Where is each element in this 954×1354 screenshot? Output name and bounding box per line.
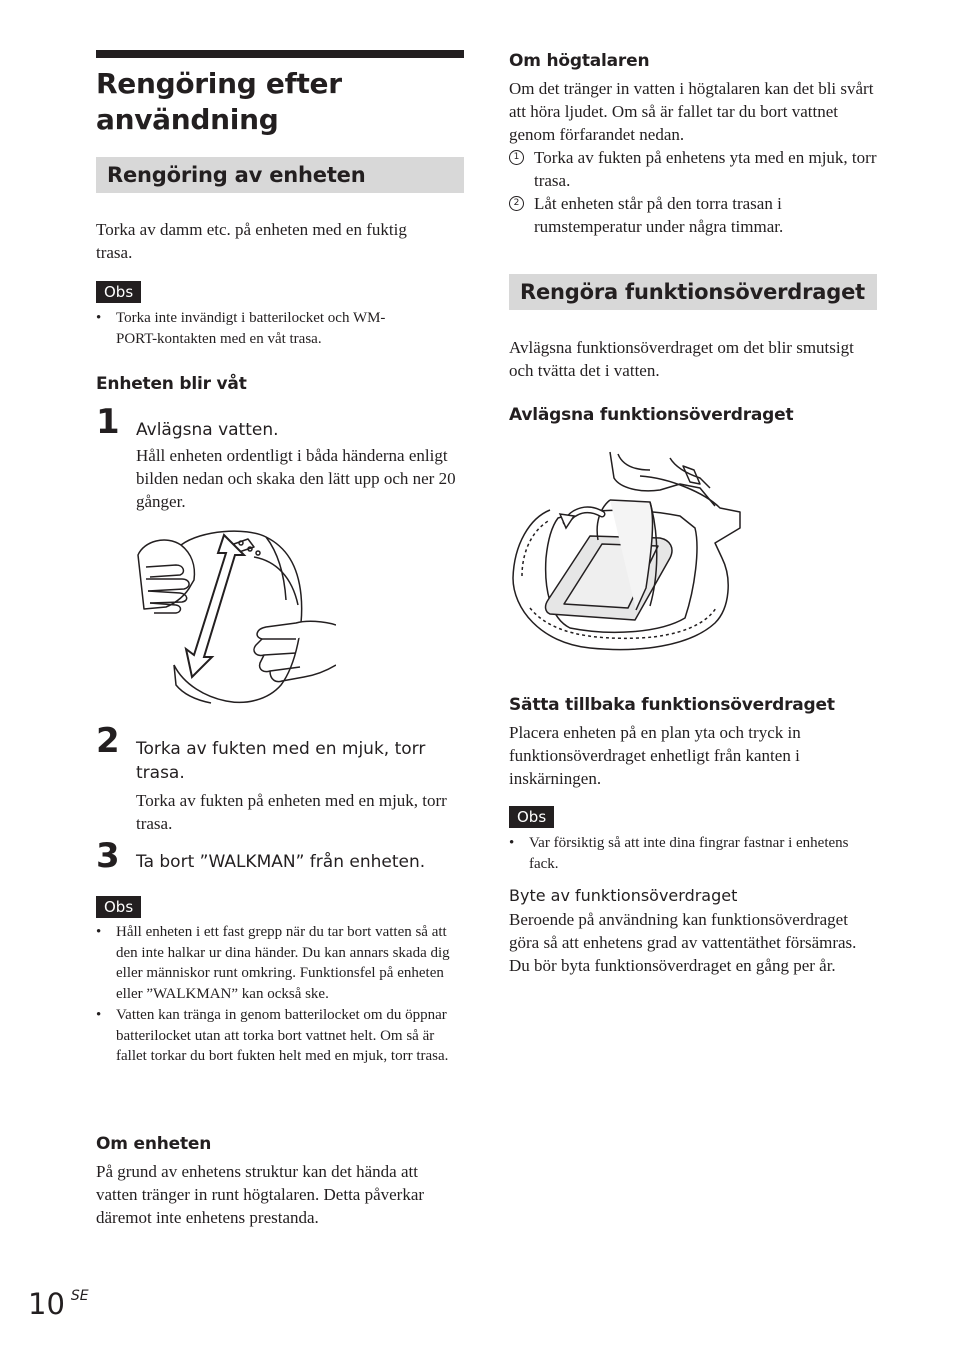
remove-cover-illustration (510, 448, 742, 656)
about-unit-heading: Om enheten (96, 1134, 212, 1154)
about-unit-body: På grund av enhetens struktur kan det hända att vatten tränger in runt högtalaren. Detta påverkar däremot inte enhetens prestanda. (96, 1162, 425, 1227)
change-cover-body: Beroende på användning kan funktionsöverdraget göra så att enhetens grad av vattentäthet försämras. Du bör byta funktionsöverdraget en gång per år. (509, 910, 857, 975)
step-2-label: Torka av fukten med en mjuk, torr trasa. (136, 739, 426, 783)
replace-cover-body: Placera enheten på en plan yta och tryck in funktionsöverdraget enhetligt från kanten i inskärningen. (509, 723, 801, 788)
intro-text: Torka av damm etc. på enheten med en fuktig trasa. (96, 220, 407, 262)
section-heading-cleaning-unit: Rengöring av enheten (96, 157, 464, 193)
cover-intro: Avlägsna funktionsöverdraget om det blir smutsigt och tvätta det i vatten. (509, 338, 854, 380)
speaker-step: 2 Låt enheten står på den torra trasan i rumstemperatur under några timmar. (509, 192, 877, 238)
title-rule (96, 50, 464, 58)
shake-device-illustration (136, 525, 336, 707)
speaker-steps (509, 146, 877, 238)
replace-cover-heading: Sätta tillbaka funktionsöverdraget (509, 695, 835, 715)
step-1-number: 1 (96, 402, 120, 442)
change-cover-heading: Byte av funktionsöverdraget (509, 886, 738, 905)
page-title: Rengöring efter användning (96, 67, 342, 136)
obs-label-1: Obs (96, 281, 141, 303)
section-heading-cover: Rengöra funktionsöverdraget (509, 274, 877, 310)
speaker-step: 1 Torka av fukten på enhetens yta med en mjuk, torr trasa. (509, 146, 877, 192)
speaker-heading: Om högtalaren (509, 51, 650, 71)
obs-item: • Var försiktig så att inte dina fingrar fastnar i enhetens fack. (509, 833, 849, 874)
circled-number: 1 (509, 150, 524, 165)
page-number: 10 SE (28, 1287, 89, 1321)
circled-number: 2 (509, 196, 524, 211)
obs-item: • Torka inte invändigt i batterilocket och WM-PORT-kontakten med en våt trasa. (96, 308, 426, 349)
obs-label-3: Obs (509, 806, 554, 828)
step-3-number: 3 (96, 836, 120, 876)
obs-list-1 (96, 308, 426, 349)
step-1-label: Avlägsna vatten. (136, 420, 279, 440)
obs-label-2: Obs (96, 896, 141, 918)
speaker-body: Om det tränger in vatten i högtalaren kan det bli svårt att höra ljudet. Om så är fallet tar du bort vattnet genom förfarandet nedan. (509, 79, 874, 144)
step-3-label: Ta bort ”WALKMAN” från enheten. (136, 852, 426, 872)
obs-item: • Vatten kan tränga in genom batterilocket om du öppnar batterilocket utan att torka bort vattnet helt. Om så är fallet torkar du bort fukten helt med en mjuk, torr trasa. (96, 1005, 464, 1067)
obs-list-2 (96, 922, 464, 1067)
remove-cover-heading: Avlägsna funktionsöverdraget (509, 405, 794, 425)
obs-list-3 (509, 833, 849, 874)
obs-item: • Håll enheten i ett fast grepp när du tar bort vatten så att den inte halkar ur dina händer. Du kan annars skada dig eller människor runt omkring. Funktionsfel på enheten eller ”WALKMAN” kan också ske. (96, 922, 464, 1004)
wet-heading: Enheten blir våt (96, 374, 247, 394)
step-1-body: Håll enheten ordentligt i båda händerna enligt bilden nedan och skaka den lätt upp och ner 20 gånger. (136, 446, 456, 511)
step-2-body: Torka av fukten på enheten med en mjuk, torr trasa. (136, 791, 447, 833)
step-2-number: 2 (96, 721, 120, 761)
